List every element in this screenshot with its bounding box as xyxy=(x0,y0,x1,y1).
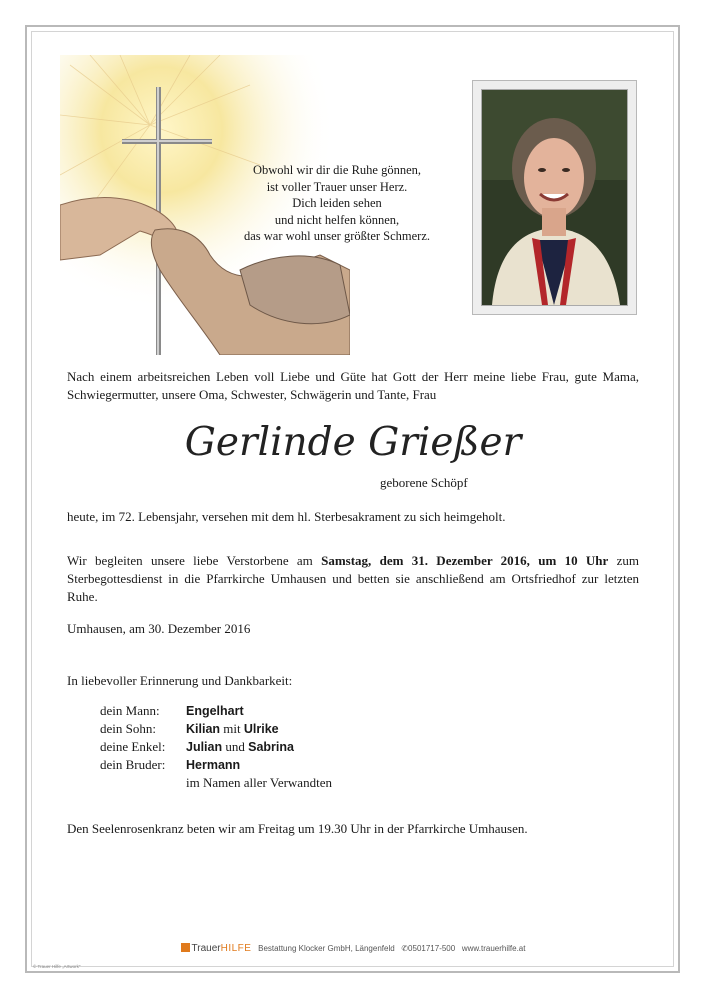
funeral-text xyxy=(67,552,639,606)
phone-icon: ✆ xyxy=(401,944,409,953)
homecoming-text: heute, im 72. Lebensjahr, versehen mit dem hl. Sterbesakrament zu sich heimgeholt. xyxy=(67,509,506,524)
survivor-name: Ulrike xyxy=(243,722,279,736)
survivor-row xyxy=(100,738,332,756)
survivor-names xyxy=(186,720,279,738)
survivor-names xyxy=(186,756,240,774)
survivor-names xyxy=(186,738,294,756)
survivor-joiner: mit xyxy=(220,721,244,736)
footer-company: Bestattung Klocker GmbH, Längenfeld xyxy=(258,944,395,953)
survivor-relation: dein Bruder: xyxy=(100,757,166,772)
poem-line: Obwohl wir dir die Ruhe gönnen, xyxy=(252,163,422,177)
copyright-note: © Trauer Hilfe „Artwork" xyxy=(33,964,81,969)
survivor-joiner: und xyxy=(222,739,249,754)
survivor-name: Sabrina xyxy=(248,740,294,754)
footer-url[interactable]: www.trauerhilfe.at xyxy=(461,944,526,953)
survivor-row xyxy=(100,774,332,792)
logo-text-trauer: Trauer xyxy=(191,943,221,954)
poem-line: und nicht helfen können, xyxy=(274,212,400,227)
rosary-text: Den Seelenrosenkranz beten wir am Freitag um 19.30 Uhr in der Pfarrkirche Umhausen. xyxy=(67,821,528,836)
survivor-names xyxy=(186,702,244,720)
memory-text: In liebevoller Erinnerung und Dankbarkeit: xyxy=(67,673,293,688)
portrait-frame xyxy=(472,80,637,315)
survivor-name: Hermann xyxy=(186,758,241,772)
poem xyxy=(222,162,452,245)
survivor-relation: deine Enkel: xyxy=(100,739,166,754)
trauerhilfe-logo-icon xyxy=(181,943,190,952)
survivor-name: Kilian xyxy=(186,722,221,736)
survivor-row xyxy=(100,756,332,774)
maiden-name: geborene Schöpf xyxy=(380,475,468,490)
poem-line: ist voller Trauer unser Herz. xyxy=(266,179,408,194)
place-date: Umhausen, am 30. Dezember 2016 xyxy=(67,621,251,636)
funeral-text-before: Wir begleiten unsere liebe Verstorbene am xyxy=(67,553,322,568)
intro-text: Nach einem arbeitsreichen Leben voll Liebe und Güte hat Gott der Herr meine liebe Frau, gute Mama, Schwiegermutter, unsere Oma, Schwester, Schwägerin und Tante, Frau xyxy=(67,369,639,402)
deceased-name: Gerlinde Grießer xyxy=(184,420,522,465)
poem-line: das war wohl unser größter Schmerz. xyxy=(243,229,431,243)
survivor-row xyxy=(100,702,332,720)
portrait-photo xyxy=(481,89,628,306)
footer xyxy=(0,943,706,954)
footer-phone: 0501717-500 xyxy=(408,944,456,953)
logo-text-hilfe: HILFE xyxy=(220,943,252,954)
funeral-date: Samstag, dem 31. Dezember 2016, um 10 Uhr xyxy=(321,553,609,568)
survivor-row xyxy=(100,720,332,738)
funeral-text-after: zum Sterbegottesdienst in die Pfarrkirche Umhausen und betten sie anschließend am Ortsfriedhof zur letzten Ruhe. xyxy=(67,553,639,604)
survivors-note: im Namen aller Verwandten xyxy=(186,775,332,790)
survivor-name: Engelhart xyxy=(186,704,244,718)
survivor-relation: dein Sohn: xyxy=(100,721,156,736)
survivor-relation: dein Mann: xyxy=(100,703,160,718)
poem-line: Dich leiden sehen xyxy=(292,196,382,210)
survivors-list xyxy=(100,702,332,792)
survivor-name: Julian xyxy=(186,740,223,754)
